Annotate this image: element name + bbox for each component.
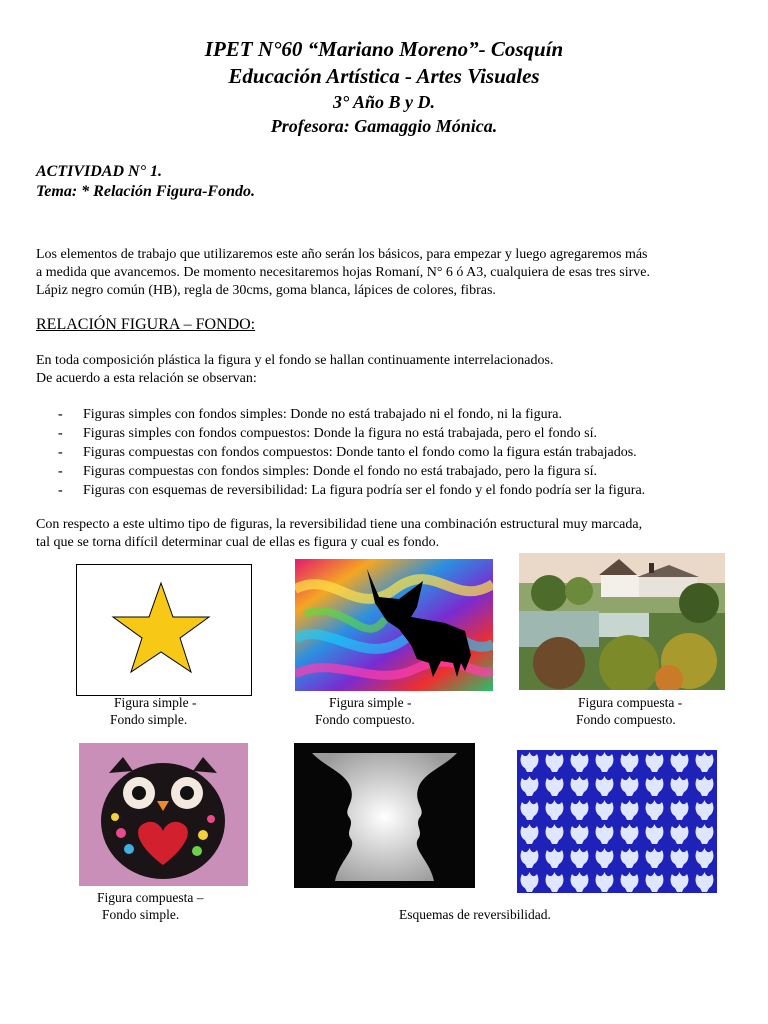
caption-compound-compound-line1: Figura compuesta -	[578, 695, 683, 710]
dog-silhouette-image	[295, 559, 493, 691]
list-item	[58, 443, 645, 462]
caption-compound-simple-line2: Fondo simple.	[102, 907, 180, 922]
section-title: RELACIÓN FIGURA – FONDO:	[36, 316, 256, 333]
activity-topic: Tema: * Relación Figura-Fondo.	[36, 183, 255, 200]
list-item	[58, 462, 645, 481]
list-item-text: Figuras con esquemas de reversibilidad: La figura podría ser el fondo y el fondo podría ser la figura.	[83, 483, 646, 498]
caption-compound-simple-line1: Figura compuesta –	[97, 890, 204, 905]
bullet-dash: -	[58, 464, 63, 479]
caption-simple-simple-line1: Figura simple -	[114, 695, 197, 710]
activity-title: ACTIVIDAD N° 1.	[36, 163, 162, 180]
caption-reversibility: Esquemas de reversibilidad.	[399, 907, 551, 922]
intro-line: Lápiz negro común (HB), regla de 30cms, goma blanca, lápices de colores, fibras.	[36, 283, 496, 298]
subject-title: Educación Artística - Artes Visuales	[228, 64, 540, 88]
tessellation-image	[517, 750, 717, 893]
relation-paragraph	[36, 352, 736, 388]
reversibility-paragraph	[36, 516, 736, 552]
school-title: IPET N°60 “Mariano Moreno”- Cosquín	[204, 37, 564, 61]
caption-compound-compound-line2: Fondo compuesto.	[576, 712, 676, 727]
bullet-dash: -	[58, 407, 63, 422]
list-item-text: Figuras simples con fondos simples: Donde no está trabajado ni el fondo, ni la figura.	[83, 407, 563, 422]
list-item-text: Figuras simples con fondos compuestos: Donde la figura no está trabajada, pero el fondo sí.	[83, 426, 597, 441]
list-item-text: Figuras compuestas con fondos simples: Donde el fondo no está trabajado, pero la figura sí.	[83, 464, 597, 479]
star-icon	[77, 565, 251, 695]
reversibility-line: Con respecto a este ultimo tipo de figuras, la reversibilidad tiene una combinación estructural muy marcada,	[36, 517, 643, 532]
list-item	[58, 424, 645, 443]
rubin-vase-image	[294, 743, 475, 888]
course-title: 3° Año B y D.	[332, 92, 436, 112]
bullet-dash: -	[58, 483, 63, 498]
house-landscape-image	[519, 553, 725, 690]
list-item	[58, 405, 645, 424]
caption-simple-compound-line1: Figura simple -	[329, 695, 412, 710]
bullet-dash: -	[58, 445, 63, 460]
list-item	[58, 481, 645, 500]
relation-line: De acuerdo a esta relación se observan:	[36, 371, 257, 386]
intro-line: a medida que avancemos. De momento necesitaremos hojas Romaní, N° 6 ó A3, cualquiera de esas tres sirve.	[36, 265, 651, 280]
relation-line: En toda composición plástica la figura y el fondo se hallan continuamente interrelacionados.	[36, 353, 554, 368]
teacher-name: Profesora: Gamaggio Mónica.	[270, 116, 498, 136]
intro-line: Los elementos de trabajo que utilizaremos este año serán los básicos, para empezar y luego agregaremos más	[36, 247, 648, 262]
reversibility-line: tal que se torna difícil determinar cual de ellas es figura y cual es fondo.	[36, 535, 440, 550]
list-item-text: Figuras compuestas con fondos compuestos: Donde tanto el fondo como la figura están trabajados.	[83, 445, 637, 460]
caption-simple-compound-line2: Fondo compuesto.	[315, 712, 415, 727]
star-figure-image	[76, 564, 252, 696]
intro-paragraph	[36, 246, 736, 300]
bullet-dash: -	[58, 426, 63, 441]
caption-simple-simple-line2: Fondo simple.	[110, 712, 188, 727]
owl-image	[79, 743, 248, 886]
figure-types-list	[58, 405, 645, 500]
